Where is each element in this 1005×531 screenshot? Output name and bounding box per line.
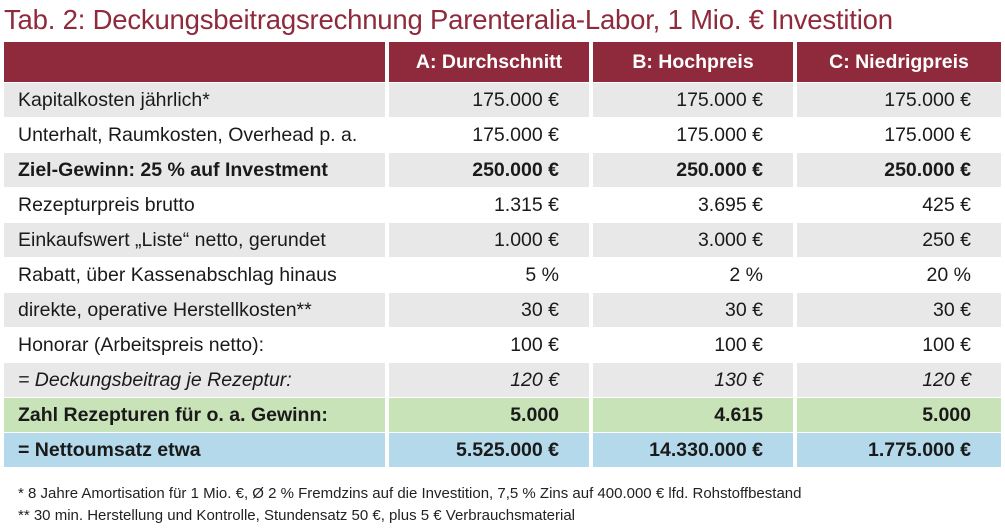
- cell-a: 250.000 €: [387, 153, 591, 188]
- cell-c: 250.000 €: [795, 153, 1001, 188]
- table-row: [4, 398, 1001, 433]
- header-cell-c: C: Niedrigpreis: [795, 42, 1001, 83]
- cell-a: 5.525.000 €: [387, 433, 591, 468]
- table-row: [4, 188, 1001, 223]
- table-row: [4, 83, 1001, 118]
- row-label: Honorar (Arbeitspreis netto):: [4, 328, 387, 363]
- cell-b: 175.000 €: [591, 118, 795, 153]
- cell-c: 100 €: [795, 328, 1001, 363]
- cell-b: 250.000 €: [591, 153, 795, 188]
- cell-c: 175.000 €: [795, 83, 1001, 118]
- cell-c: 30 €: [795, 293, 1001, 328]
- cell-b: 130 €: [591, 363, 795, 398]
- table-row: [4, 293, 1001, 328]
- cell-b: 4.615: [591, 398, 795, 433]
- row-label: Zahl Rezepturen für o. a. Gewinn:: [4, 398, 387, 433]
- table-row: [4, 118, 1001, 153]
- cell-c: 120 €: [795, 363, 1001, 398]
- cell-a: 175.000 €: [387, 118, 591, 153]
- cell-a: 5.000: [387, 398, 591, 433]
- cell-a: 120 €: [387, 363, 591, 398]
- cell-b: 2 %: [591, 258, 795, 293]
- table-row: [4, 433, 1001, 468]
- cell-a: 100 €: [387, 328, 591, 363]
- cell-b: 14.330.000 €: [591, 433, 795, 468]
- cell-a: 175.000 €: [387, 83, 591, 118]
- row-label: = Deckungsbeitrag je Rezeptur:: [4, 363, 387, 398]
- table-row: [4, 258, 1001, 293]
- row-label: Kapitalkosten jährlich*: [4, 83, 387, 118]
- cell-b: 30 €: [591, 293, 795, 328]
- cell-b: 3.000 €: [591, 223, 795, 258]
- row-label: = Nettoumsatz etwa: [4, 433, 387, 468]
- footnotes: [18, 483, 801, 527]
- contribution-margin-table: [4, 42, 1001, 468]
- cell-c: 250 €: [795, 223, 1001, 258]
- cell-b: 175.000 €: [591, 83, 795, 118]
- table-row: [4, 223, 1001, 258]
- cell-a: 30 €: [387, 293, 591, 328]
- cell-c: 425 €: [795, 188, 1001, 223]
- row-label: direkte, operative Herstellkosten**: [4, 293, 387, 328]
- cell-a: 1.000 €: [387, 223, 591, 258]
- cell-c: 1.775.000 €: [795, 433, 1001, 468]
- row-label: Einkaufswert „Liste“ netto, gerundet: [4, 223, 387, 258]
- cell-b: 100 €: [591, 328, 795, 363]
- row-label: Rezepturpreis brutto: [4, 188, 387, 223]
- header-cell-b: B: Hochpreis: [591, 42, 795, 83]
- row-label: Ziel-Gewinn: 25 % auf Investment: [4, 153, 387, 188]
- footnote-2: ** 30 min. Herstellung und Kontrolle, Stundensatz 50 €, plus 5 € Verbrauchsmaterial: [18, 507, 575, 524]
- cell-c: 175.000 €: [795, 118, 1001, 153]
- cell-a: 5 %: [387, 258, 591, 293]
- header-row: [4, 42, 1001, 83]
- header-cell-a: A: Durchschnitt: [387, 42, 591, 83]
- table-title: Tab. 2: Deckungsbeitragsrechnung Parenteralia-Labor, 1 Mio. € Investition: [4, 4, 893, 35]
- header-cell-empty: [4, 42, 387, 83]
- table-row: [4, 363, 1001, 398]
- cell-b: 3.695 €: [591, 188, 795, 223]
- cell-c: 5.000: [795, 398, 1001, 433]
- row-label: Unterhalt, Raumkosten, Overhead p. a.: [4, 118, 387, 153]
- row-label: Rabatt, über Kassenabschlag hinaus: [4, 258, 387, 293]
- table-row: [4, 328, 1001, 363]
- table-row: [4, 153, 1001, 188]
- cell-a: 1.315 €: [387, 188, 591, 223]
- footnote-1: * 8 Jahre Amortisation für 1 Mio. €, Ø 2 % Fremdzins auf die Investition, 7,5 % Zins auf 400.000 € lfd. Rohstoffbestand: [18, 485, 802, 502]
- cell-c: 20 %: [795, 258, 1001, 293]
